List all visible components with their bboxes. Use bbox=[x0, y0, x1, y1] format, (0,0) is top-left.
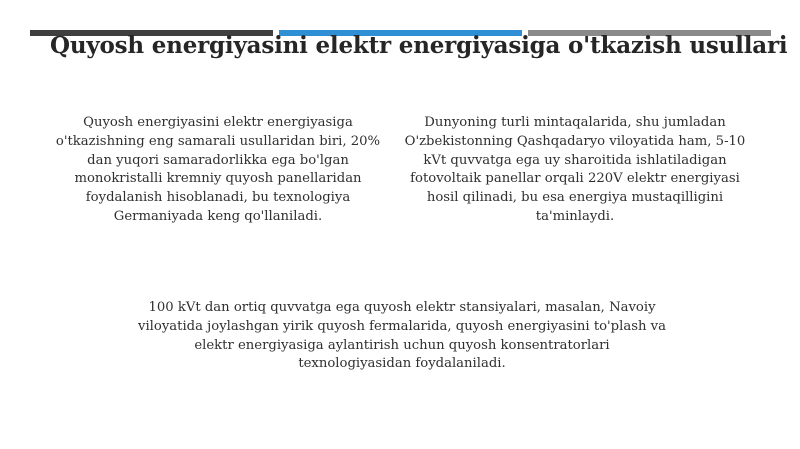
text-block-bottom: 100 kVt dan ortiq quvvatga ega quyosh elektr stansiyalari, masalan, Navoiy viloyatida joylashgan yirik quyosh fermalarida, quyosh energiyasini to'plash va elektr energiyasiga aylantirish uchun quyosh konsentratorlari texnologiyasidan foydalaniladi. bbox=[138, 300, 666, 372]
text-block-right: Dunyoning turli mintaqalarida, shu jumladan O'zbekistonning Qashqadaryo viloyatida ham, 5-10 kVt quvvatga ega uy sharoitida ishlatiladigan fotovoltaik panellar orqali 220V elektr energiyasi hosil qilinadi, bu esa energiya mustaqilligini ta'minlaydi. bbox=[404, 115, 746, 224]
text-block-left: Quyosh energiyasini elektr energiyasiga o'tkazishning eng samarali usullaridan biri, 20% dan yuqori samaradorlikka ega bo'lgan monokristalli kremniy quyosh panellaridan foydalanish hisoblanadi, bu texnologiya Germaniyada keng qo'llaniladi. bbox=[55, 115, 381, 224]
slide-title: Quyosh energiyasini elektr energiyasiga o'tkazish usullari bbox=[50, 32, 788, 59]
